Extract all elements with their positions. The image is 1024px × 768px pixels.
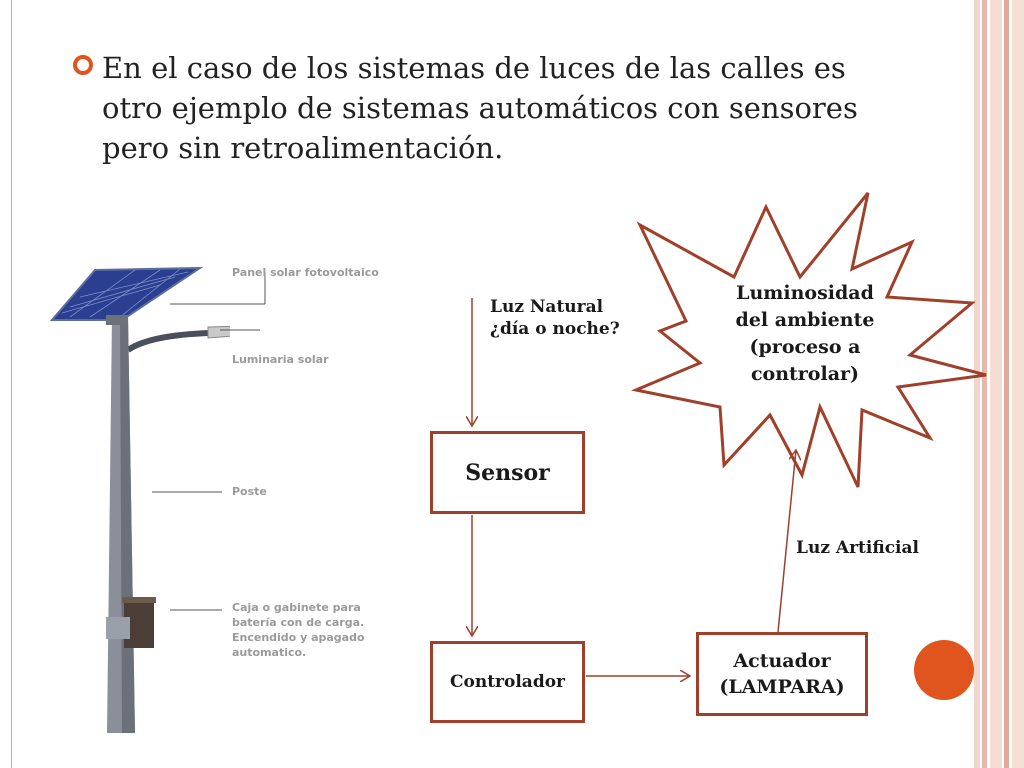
input-label-line-1: Luz Natural [490, 297, 604, 317]
label-caja-line-4: automatico. [232, 646, 307, 659]
label-panel-solar: Panel solar fotovoltaico [232, 266, 379, 279]
process-line-3: (proceso a [749, 336, 861, 358]
controlador-label: Controlador [449, 672, 566, 692]
actuador-line-2: (LAMPARA) [719, 676, 845, 698]
actuador-box [696, 632, 868, 716]
process-line-1: Luminosidad [736, 282, 874, 304]
output-label: Luz Artificial [796, 538, 919, 558]
controlador-box [430, 641, 585, 723]
label-luminaria: Luminaria solar [232, 353, 329, 366]
sensor-label: Sensor [465, 459, 550, 486]
label-caja-line-3: Encendido y apagado [232, 631, 365, 644]
label-poste: Poste [232, 485, 267, 498]
sensor-box [430, 431, 585, 514]
input-label-line-2: ¿día o noche? [490, 319, 620, 339]
label-caja-line-1: Caja o gabinete para [232, 601, 361, 614]
actuador-line-1: Actuador [733, 650, 831, 672]
decorative-orange-dot [914, 640, 974, 700]
slide-bullet-text: En el caso de los sistemas de luces de las calles es otro ejemplo de sistemas automáticos con sensores pero sin retroalimentación. [102, 51, 858, 165]
input-label [490, 296, 620, 340]
label-caja-line-2: batería con de carga. [232, 616, 365, 629]
process-line-2: del ambiente [735, 309, 875, 331]
process-line-4: controlar) [750, 363, 860, 385]
